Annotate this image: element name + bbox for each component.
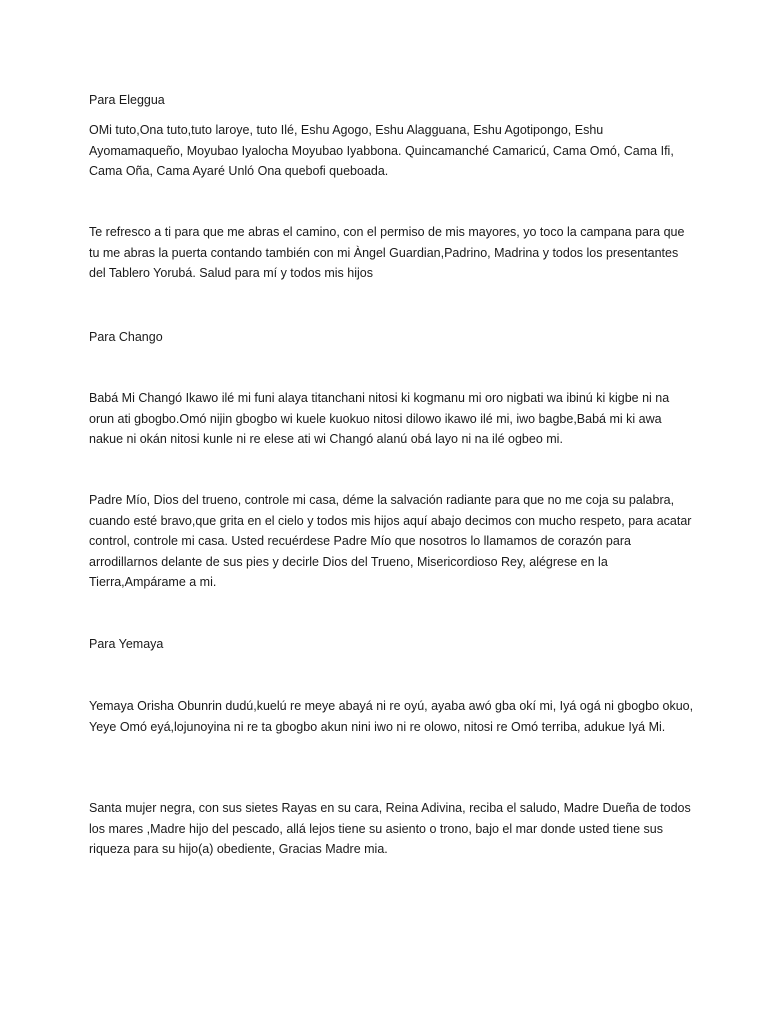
paragraph-eleggua-translation: Te refresco a ti para que me abras el camino, con el permiso de mis mayores, yo toco la campana para que tu me abras la puerta contando también con mi Àngel Guardian,Padrino, Madrina y todos los presentantes del Tablero Yorubá. Salud para mí y todos mis hijos bbox=[89, 225, 685, 280]
paragraph-eleggua-prayer: OMi tuto,Ona tuto,tuto laroye, tuto Ilé, Eshu Agogo, Eshu Alagguana, Eshu Agotipongo, Eshu Ayomamaqueño, Moyubao Iyalocha Moyubao Iyabbona. Quincamanché Camaricú, Cama Omó, Cama Ifi, Cama Oña, Cama Ayaré Unló Ona quebofi queboada. bbox=[89, 123, 674, 178]
paragraph-yemaya-prayer: Yemaya Orisha Obunrin dudú,kuelú re meye abayá ni re oyú, ayaba awó gba okí mi, Iyá ogá ni gbogbo okuo, Yeye Omó eyá,lojunoyina ni re ta gbogbo akun nini iwo ni re olowo, nitosi re Omó terriba, adukue Iyá Mi. bbox=[89, 699, 694, 734]
heading-para-chango: Para Chango bbox=[89, 330, 163, 344]
paragraph-chango-translation: Padre Mío, Dios del trueno, controle mi casa, déme la salvación radiante para que no me coja su palabra, cuando esté bravo,que grita en el cielo y todos mis hijos aquí abajo decimos con mucho respeto, para acatar control, controle mi casa. Usted recuérdese Padre Mío que nosotros lo llamamos de corazón para arrodillarnos delante de sus pies y decirle Dios del Trueno, Misericordioso Rey, alégrese en la Tierra,Ampárame a mi. bbox=[89, 493, 692, 589]
paragraph-yemaya-translation: Santa mujer negra, con sus sietes Rayas en su cara, Reina Adivina, reciba el saludo, Madre Dueña de todos los mares ,Madre hijo del pescado, allá lejos tiene su asiento o trono, bajo el mar donde usted tiene sus riqueza para su hijo(a) obediente, Gracias Madre mia. bbox=[89, 801, 691, 856]
paragraph-chango-prayer: Babá Mi Changó Ikawo ilé mi funi alaya titanchani nitosi ki kogmanu mi oro nigbati wa ibinú ki kigbe ni na orun ati gbogbo.Omó nijin gbogbo wi kuele kuokuo nitosi dilowo ikawo ilé mi, iwo bagbe,Babá mi ki awa nakue ni okán nitosi kunle ni re elese ati wi Changó alanú obá layo ni na ilé ogbeo mi. bbox=[89, 391, 670, 446]
heading-para-eleggua: Para Eleggua bbox=[89, 93, 165, 107]
heading-para-yemaya: Para Yemaya bbox=[89, 637, 164, 651]
